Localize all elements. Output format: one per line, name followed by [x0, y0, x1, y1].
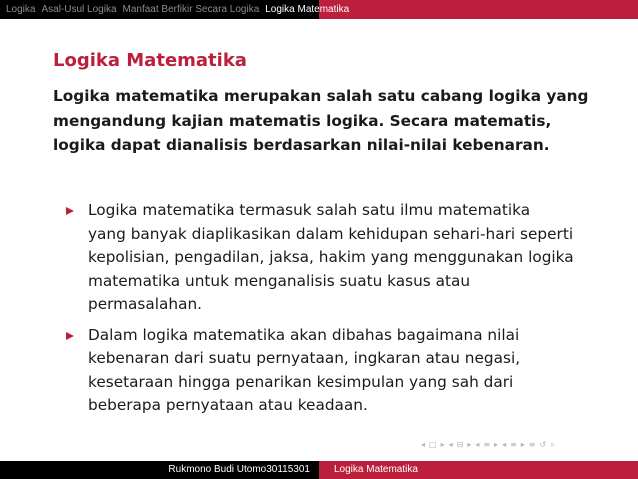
nav-section-icon[interactable]: ≡ — [510, 440, 517, 449]
intro-line: Logika matematika merupakan salah satu cabang logika yang — [53, 87, 589, 105]
bullet-text — [88, 199, 604, 317]
bullet-list — [64, 199, 604, 425]
triangle-bullet-icon — [66, 332, 74, 340]
nav-accent-block — [319, 0, 638, 19]
bullet-text — [88, 324, 604, 418]
bullet-line: kebenaran dari suatu pernyataan, ingkaran atau negasi, — [88, 349, 521, 367]
bullet-line: matematika untuk menganalisis suatu kasus atau — [88, 271, 471, 290]
bullet-line: kepolisian, pengadilan, jaksa, hakim yang menggunakan logika — [88, 248, 574, 266]
nav-next-slide-icon[interactable]: ▸ — [467, 440, 472, 449]
frame-title: Logika Matematika — [53, 50, 247, 71]
bullet-line: kesetaraan hingga penarikan kesimpulan yang sah dari — [88, 372, 514, 391]
nav-next-section-icon[interactable]: ▸ — [520, 440, 525, 449]
bullet-line: beberapa pernyataan atau keadaan. — [88, 396, 368, 414]
search-icon[interactable]: ⌕ — [550, 440, 555, 449]
nav-subsection-icon[interactable]: ≡ — [483, 440, 491, 449]
footer-title: Logika Matematika — [319, 461, 638, 479]
bullet-line: permasalahan. — [88, 295, 203, 313]
section-navigation-bar — [0, 0, 638, 19]
bullet-line: yang banyak diaplikasikan dalam kehidupan sehari-hari seperti — [88, 224, 574, 243]
intro-line: logika dapat dianalisis berdasarkan nilai-nilai kebenaran. — [53, 136, 550, 154]
intro-paragraph — [53, 84, 613, 158]
nav-prev-slide-icon[interactable]: ◂ — [448, 440, 453, 449]
nav-section-manfaat[interactable]: Manfaat Berfikir Secara Logika — [122, 4, 260, 15]
nav-prev-section-icon[interactable]: ◂ — [502, 440, 507, 449]
nav-prev-frame-icon[interactable]: ◂ — [421, 440, 426, 449]
bullet-line: Logika matematika termasuk salah satu ilmu matematika — [88, 201, 531, 219]
nav-section-logika-matematika[interactable]: Logika Matematika — [265, 4, 350, 15]
bullet-item — [64, 199, 604, 317]
nav-section-asal-usul[interactable]: Asal-Usul Logika — [41, 4, 117, 15]
nav-back-icon[interactable]: ↺ — [539, 440, 547, 449]
nav-prev-subsection-icon[interactable]: ◂ — [475, 440, 480, 449]
bullet-item — [64, 324, 604, 418]
bullet-line: Dalam logika matematika akan dibahas bagaimana nilai — [88, 325, 520, 344]
nav-section-logika[interactable]: Logika — [6, 4, 36, 15]
nav-next-subsection-icon[interactable]: ▸ — [494, 440, 499, 449]
intro-line: mengandung kajian matematis logika. Secara matematis, — [53, 111, 552, 130]
footer-bar — [0, 461, 638, 479]
footer-author: Rukmono Budi Utomo30115301 — [0, 461, 319, 479]
triangle-bullet-icon — [66, 207, 74, 215]
section-nav-list — [0, 0, 352, 19]
nav-frame-icon[interactable]: □ — [429, 440, 437, 449]
beamer-navigation-controls — [421, 440, 555, 450]
nav-slide-icon[interactable]: ⊟ — [456, 440, 464, 449]
nav-align-icon[interactable]: ≡ — [528, 440, 536, 449]
nav-next-frame-icon[interactable]: ▸ — [440, 440, 445, 449]
